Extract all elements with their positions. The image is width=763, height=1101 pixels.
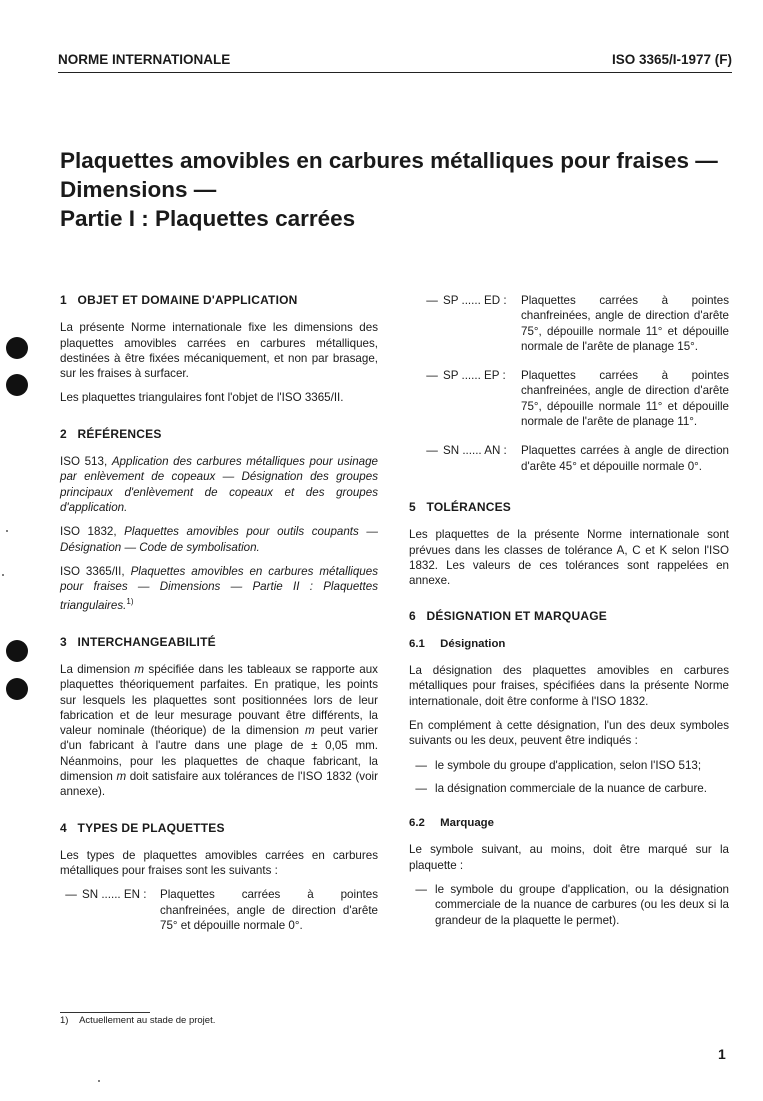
list-dash: — bbox=[426, 444, 438, 458]
section-number: 3 bbox=[60, 634, 67, 649]
section-title: DÉSIGNATION ET MARQUAGE bbox=[426, 609, 607, 624]
type-code: SN ...... AN : bbox=[443, 444, 507, 458]
section-3-para-1 bbox=[60, 662, 378, 800]
scan-speck bbox=[98, 1080, 100, 1082]
footnote-divider bbox=[60, 1012, 150, 1013]
type-code: SN ...... EN : bbox=[82, 888, 147, 902]
type-code: SP ...... ED : bbox=[443, 294, 507, 307]
header-standard-type: NORME INTERNATIONALE bbox=[58, 52, 231, 67]
list-item bbox=[409, 781, 729, 796]
type-description: Plaquettes carrées à pointes chanfreinées, angle de direction d'arête 75° et dépouille normale 0°. bbox=[160, 888, 378, 933]
list-dash: — bbox=[65, 888, 77, 902]
title-line-3: Partie I : Plaquettes carrées bbox=[60, 206, 356, 231]
section-title: INTERCHANGEABILITÉ bbox=[77, 634, 216, 649]
right-column bbox=[409, 293, 729, 936]
plaquette-type-item bbox=[421, 293, 729, 354]
list-item bbox=[409, 882, 729, 928]
title-line-1: Plaquettes amovibles en carbures métalliques pour fraises — bbox=[60, 148, 718, 173]
subsection-title: Marquage bbox=[440, 817, 494, 830]
list-item-text: la désignation commerciale de la nuance de carbure. bbox=[435, 781, 707, 795]
reference-title: Application des carbures métalliques pour usinage par enlèvement de copeaux — Désignation des groupes principaux d'enlèvement de copeaux et des groupes d'application. bbox=[60, 455, 378, 514]
left-column bbox=[60, 293, 378, 947]
footnote-marker: 1) bbox=[126, 597, 134, 607]
variable-m: m bbox=[304, 724, 315, 738]
header-standard-number: ISO 3365/I-1977 (F) bbox=[611, 52, 732, 67]
section-4-para-1: Les types de plaquettes amovibles carrées en carbures métalliques pour fraises sont les suivants : bbox=[60, 848, 378, 878]
text-run: spécifiée dans les tableaux se rapporte aux plaquettes théoriquement parfaites. En pratique, les points sur lesquels les plaquettes sont positionnées lors de leur fabrication et de leur mesurage pouvant être différents, la valeur nominale (théorique) de la dimension bbox=[60, 662, 378, 738]
section-5-heading bbox=[409, 500, 729, 515]
text-run: La dimension bbox=[60, 662, 131, 676]
punch-hole bbox=[6, 374, 28, 396]
section-number: 5 bbox=[409, 499, 416, 514]
subsection-6-1-para-1: La désignation des plaquettes amovibles en carbures métalliques pour fraises, spécifiées dans la présente Norme internationale, doit être conforme à l'ISO 1832. bbox=[409, 664, 729, 708]
list-dash: — bbox=[426, 369, 438, 383]
reference-code: ISO 513, bbox=[60, 455, 108, 469]
punch-hole bbox=[6, 337, 28, 359]
reference-iso-513 bbox=[60, 454, 378, 515]
section-number: 4 bbox=[60, 820, 67, 835]
section-title: RÉFÉRENCES bbox=[77, 426, 162, 441]
punch-hole bbox=[6, 678, 28, 700]
reference-iso-3365-2 bbox=[60, 564, 378, 614]
subsection-6-2-para-1: Le symbole suivant, au moins, doit être marqué sur la plaquette : bbox=[409, 843, 729, 872]
subsection-title: Désignation bbox=[440, 637, 506, 650]
type-description: Plaquettes carrées à pointes chanfreinées, angle de direction d'arête 75°, dépouille normale 11° et dépouille normale de l'arête de planage 11°. bbox=[521, 369, 729, 429]
list-dash: — bbox=[415, 883, 427, 897]
subsection-6-2-heading bbox=[409, 816, 729, 831]
plaquette-type-item bbox=[421, 368, 729, 429]
list-dash: — bbox=[426, 294, 438, 307]
section-3-heading bbox=[60, 635, 378, 650]
section-title: TOLÉRANCES bbox=[426, 499, 511, 514]
type-description: Plaquettes carrées à angle de direction d'arête 45° et dépouille normale 0°. bbox=[521, 444, 729, 473]
list-dash: — bbox=[415, 758, 427, 772]
subsection-number: 6.2 bbox=[409, 817, 425, 830]
section-6-heading bbox=[409, 609, 729, 624]
variable-m: m bbox=[134, 662, 145, 676]
text-run: doit satisfaire aux tolérances de l'ISO 1832 (voir annexe). bbox=[60, 769, 378, 799]
reference-code: ISO 3365/II, bbox=[60, 564, 125, 578]
section-2-heading bbox=[60, 427, 378, 442]
section-number: 6 bbox=[409, 609, 416, 624]
list-item-text: le symbole du groupe d'application, ou la désignation commerciale de la nuance de carbures (ou les deux si la grandeur de la plaquette le permet). bbox=[435, 883, 729, 927]
section-1-para-1: La présente Norme internationale fixe les dimensions des plaquettes amovibles carrées en carbures métalliques, destinées à être fixées mécaniquement, et non par brasage, sur les fraises à surfacer. bbox=[60, 321, 378, 381]
title-line-2: Dimensions — bbox=[60, 177, 217, 202]
footnote-text: Actuellement au stade de projet. bbox=[79, 1015, 216, 1026]
section-4-heading bbox=[60, 821, 378, 836]
scan-speck bbox=[2, 574, 4, 576]
section-number: 2 bbox=[60, 426, 67, 441]
list-item-text: le symbole du groupe d'application, selon l'ISO 513; bbox=[435, 758, 702, 772]
type-code: SP ...... EP : bbox=[443, 369, 506, 383]
reference-iso-1832 bbox=[60, 524, 378, 555]
page-header bbox=[58, 50, 732, 73]
page-number: 1 bbox=[718, 1046, 726, 1062]
footnote-mark: 1) bbox=[60, 1015, 69, 1026]
section-title: TYPES DE PLAQUETTES bbox=[77, 820, 225, 835]
text-run: peut varier d'un fabricant à l'autre dans une plage de ± 0,05 mm. Néanmoins, pour les plaquettes de chaque fabricant, la dimension bbox=[60, 724, 378, 783]
plaquette-type-item bbox=[60, 887, 378, 933]
punch-hole bbox=[6, 640, 28, 662]
variable-m: m bbox=[116, 769, 127, 783]
section-1-heading bbox=[60, 293, 378, 308]
section-5-para-1: Les plaquettes de la présente Norme internationale sont prévues dans les classes de tolérance A, C et K selon l'ISO 1832. Les valeurs de ces tolérances sont rappelées en annexe. bbox=[409, 528, 729, 588]
subsection-6-1-para-2: En complément à cette désignation, l'un des deux symboles suivants ou les deux, peuvent être indiqués : bbox=[409, 718, 729, 748]
subsection-number: 6.1 bbox=[409, 637, 425, 650]
footnote bbox=[60, 1015, 215, 1026]
section-1-para-2: Les plaquettes triangulaires font l'objet de l'ISO 3365/II. bbox=[60, 391, 344, 405]
list-dash: — bbox=[415, 781, 427, 795]
subsection-6-1-heading bbox=[409, 637, 729, 652]
section-number: 1 bbox=[60, 293, 67, 307]
document-title bbox=[60, 146, 740, 233]
reference-code: ISO 1832, bbox=[60, 525, 117, 539]
reference-title: Plaquettes amovibles pour outils coupants — Désignation — Code de symbolisation. bbox=[60, 525, 378, 554]
section-title: OBJET ET DOMAINE D'APPLICATION bbox=[77, 293, 298, 307]
scan-speck bbox=[6, 530, 8, 532]
list-item bbox=[409, 758, 729, 773]
plaquette-type-item bbox=[421, 443, 729, 474]
reference-title: Plaquettes amovibles en carbures métalliques pour fraises — Dimensions — Partie II : Plaquettes triangulaires. bbox=[60, 564, 378, 613]
type-description: Plaquettes carrées à pointes chanfreinées, angle de direction d'arête 75°, dépouille normale 11° et dépouille normale de l'arête de planage 15°. bbox=[521, 294, 729, 353]
